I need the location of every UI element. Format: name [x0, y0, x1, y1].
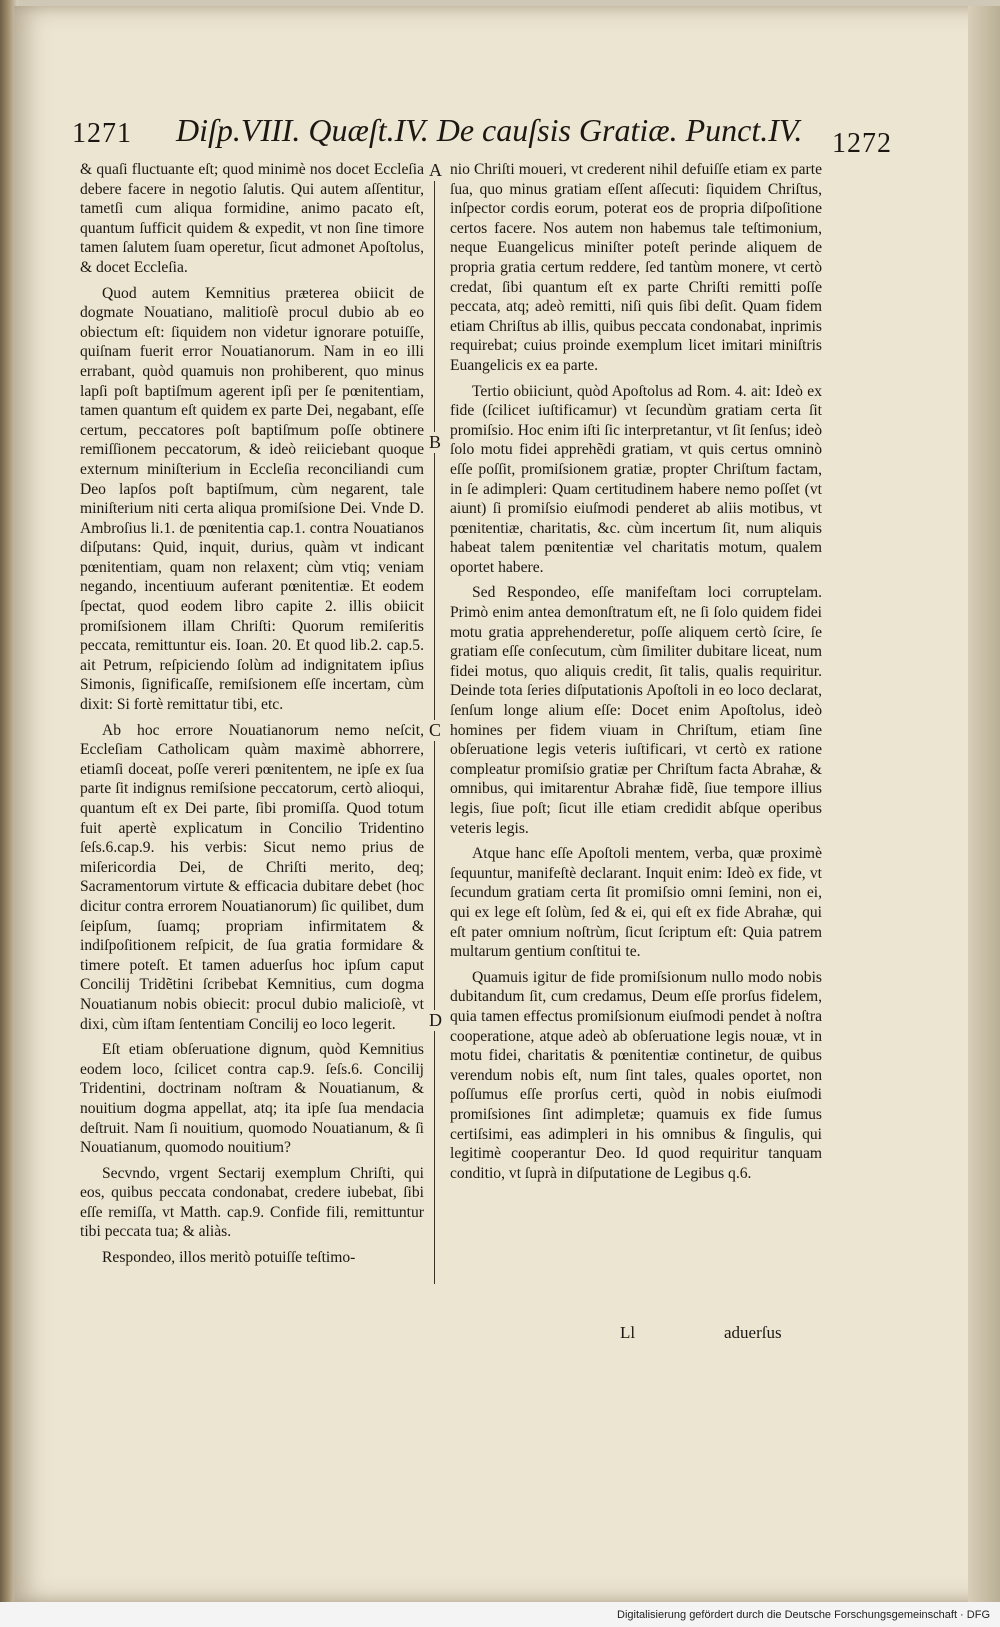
- paragraph: Secvndo, vrgent Sectarij exemplum Chriſti, qui eos, quibus peccata condonabat, credere iubebat, ſibi eſſe remiſſa, vt Matth. cap.9. Confide fili, remittuntur tibi peccata tua; & aliàs.: [80, 1164, 424, 1241]
- paragraph: Tertio obiiciunt, quòd Apoſtolus ad Rom. 4. ait: Ideò ex fide (ſcilicet iuſtificamur) vt ſecundùm gratiam certa ſit promiſsio. Hoc enim iſti ſic interpretantur, vt ſit ſenſus; ideò ſolo motu fidei apprehẽdi gratiam, vt quis certus omninò eſſe poſſit, promiſsionem gratiæ, propter Chriſtum factam, in ſe adimpleri: Quam certitudinem habere nemo poſſet (vt aiunt) ſi promiſsio eiuſmodi penderet ab aliis motibus, vt pœnitentiæ, charitatis, &c. cùm incertum ſit, num aliquis habeat talem pœnitentiæ vel charitatis motum, qualem oportet habere.: [450, 382, 822, 576]
- paragraph: & quaſi fluctuante eſt; quod minimè nos docet Eccleſia debere facere in negotio ſalutis. Qui autem aſſentitur, tametſi cum aliqua formidine, animo pacato eſt, quantum ſufficit quidem & expedit, vt non ſine timore tamen ſalutem ſuam operetur, ſicut admonet Apoſtolus, & docet Eccleſia.: [80, 161, 424, 276]
- digitization-credit: Digitalisierung gefördert durch die Deutsche Forschungsgemeinschaft · DFG: [617, 1609, 990, 1621]
- margin-letter-b: B: [429, 432, 442, 452]
- paragraph: Ab hoc errore Nouatianorum nemo neſcit, Eccleſiam Catholicam quàm maximè abhorrere, etiamſi doceat, poſſe vereri pœnitentem, ne ipſe ex ſua parte ſit indignus remiſsione peccatorum, certò alioqui, quantum eſt ex Dei parte, ſibi promiſſa. Quod totum fuit apertè explicatum in Concilio Tridentino ſeſs.6.cap.9. his verbis: Sicut nemo prius de miſericordia Dei, de Chriſti merito, deq; Sacramentorum virtute & efficacia dubitare debet (hoc dicitur contra errorem Nouatianorum) ſic quilibet, dum ſeipſum, ſuamq; propriam infirmitatem & indiſpoſitionem reſpicit, de ſua gratia formidare & timere poteſt. Et tamen aduerſus hoc ipſum caput Concilij Tridẽtini ſcribebat Kemnitius, cum dogma Nouatianum nobis obiecit: procul dubio malicioſè, vt dixi, cùm iſtam ſententiam Concilij eo loco legerit.: [80, 721, 424, 1033]
- page-edge: [968, 6, 1000, 1602]
- right-column: [450, 160, 822, 1189]
- paragraph: Respondeo, illos meritò potuiſſe teſtimo-: [102, 1249, 356, 1267]
- signature-mark: Ll: [620, 1323, 636, 1342]
- catchword: aduerſus: [724, 1323, 782, 1342]
- margin-letter-c: C: [429, 720, 442, 740]
- running-title: Diſp.VIII. Quæſt.IV. De cauſsis Gratiæ. Punct.IV.: [176, 112, 803, 148]
- margin-letter-a: A: [429, 160, 442, 180]
- page-number-left: 1271: [72, 118, 132, 149]
- paragraph: Eſt etiam obſeruatione dignum, quòd Kemnitius eodem loco, ſcilicet contra cap.9. ſeſs.6. Concilij Tridentini, doctrinam noſtram & Nouatianum, & nouitium dogma appellat, atq; ita ipſe ſua mendacia deſtruit. Nam ſi nouitium, quomodo Nouatianum, & ſi Nouatianum, quomodo nouitium?: [80, 1041, 424, 1157]
- page-number-right: 1272: [832, 128, 892, 159]
- paragraph: Atque hanc eſſe Apoſtoli mentem, verba, quæ proximè ſequuntur, manifeſtè declarant. Inquit enim: Ideò ex fide, vt ſecundum gratiam certa ſit promiſsio omni ſemini, non ei, qui ex lege eſt ſolùm, ſed & ei, qui eſt ex fide Abrahæ, qui eſt pater omnium noſtrùm, ſicut ſcriptum eſt: Quia patrem multarum gentium conſtitui te.: [450, 845, 822, 961]
- margin-letter-d: D: [429, 1010, 442, 1030]
- left-column: [80, 160, 424, 1274]
- paragraph: Quod autem Kemnitius præterea obiicit de dogmate Nouatiano, malitioſè procul dubio ab eo obiectum eſt: ſiquidem non videtur ignorare potuiſſe, quiſnam fuerit error Nouatianorum. Nam in eo illi errabant, quòd quamuis non prohiberent, quo minus lapſi poſt baptiſmum agerent ipſi per ſe pœnitentiam, tamen quantum eſt quidem ex parte Dei, negabant, eſſe certum, peccatores poſt baptiſmum poſſe obtinere remiſſionem peccatorum, & ideò reiiciebant quoque externum miniſterium in Eccleſia reconciliandi cum Deo lapſos poſt baptiſmum, cùm negarent, tale miniſterium niti certa aliqua promiſsione Dei. Vnde D. Ambroſius li.1. de pœnitentia cap.1. contra Nouatianos diſputans: Quid, inquit, durius, quàm vt indicant pœnitentiam, quam non relaxent; cùm vtiq; veniam negando, incentiuum auferant pœnitentiæ. Et eodem ſpectat, quod eodem libro capite 2. illis obiicit promiſsionem illam Chriſti: Quorum remiſeritis peccata, remittuntur eis. Ioan. 20. Et quod lib.2. cap.5. ait Petrum, reſpiciendo ſolùm ad indignitatem ipſius Simonis, ſignificaſſe, remiſsionem eſſe incertam, cùm dixit: Si fortè remittatur tibi, etc.: [80, 284, 424, 714]
- paragraph: nio Chriſti moueri, vt crederent nihil defuiſſe etiam ex parte ſua, quo minus gratiam eſſent aſſecuti: ſiquidem Chriſtus, inſpector cordis eorum, poterat eos de propria diſpoſitione certos facere. Nos autem non habemus tale teſtimonium, neque Euangelicus miniſter poteſt perinde aliquem de propria gratia certum reddere, ſed tantùm monere, vt certò credat, ſibi quantum eſt ex parte Chriſti remitti poſſe peccata, atq; adeò remitti, niſi quis ſibi deſit. Quam fidem etiam Chriſtus ab illis, quibus peccata condonabat, inprimis requirebat; cuius proinde exemplum licet imitari miniſtris Euangelicis ex ea parte.: [450, 161, 822, 374]
- running-head: [72, 112, 892, 162]
- paragraph: Sed Respondeo, eſſe manifeſtam loci corruptelam. Primò enim antea demonſtratum eſt, ne ſi ſolo quidem fidei motu gratia apprehenderetur, poſſe aliquem certò ſcire, ſe gratiam eſſe conſecutum, cùm ſimiliter dubitare liceat, num fidei motus, quo aliquis credit, ſit talis, qualis requiritur. Deinde tota ſeries diſputationis Apoſtoli in eo loco declarat, ſenſum longe alium eſſe: Docet enim Apoſtolus, ideò homines per fidem viuam in Chriſtum, etiam ſine obſeruatione legis veteris iuſtificari, vt certò ex ratione compleatur promiſsio gratiæ per Chriſtum facta Abrahæ, & omnibus, qui imitarentur Abrahæ fidẽ, ſiue tempore illius legis, ſiue poſt; ſicut ille etiam credidit abſque operibus veteris legis.: [450, 584, 822, 837]
- paragraph: Quamuis igitur de fide promiſsionum nullo modo nobis dubitandum ſit, cum credamus, Deum eſſe prorſus fidelem, quia tamen effectus promiſsionum eiuſmodi pendet à noſtra cooperatione, atque adeò ab obſeruatione legis nouæ, vt in motu fidei, charitatis & pœnitentiæ continetur, de quibus verendum nobis eſt, num ſint tales, quales oportet, non poſſumus eſſe prorſus certi, quòd in nobis eiuſmodi promiſsiones ſint adimpletæ; quamuis ex fide ſumus certiſsimi, eas adimpleri in his omnibus & ſingulis, qui legitimè cooperantur Deo. Id quod requiritur tanquam conditio, vt ſuprà in diſputatione de Legibus q.6.: [450, 968, 822, 1182]
